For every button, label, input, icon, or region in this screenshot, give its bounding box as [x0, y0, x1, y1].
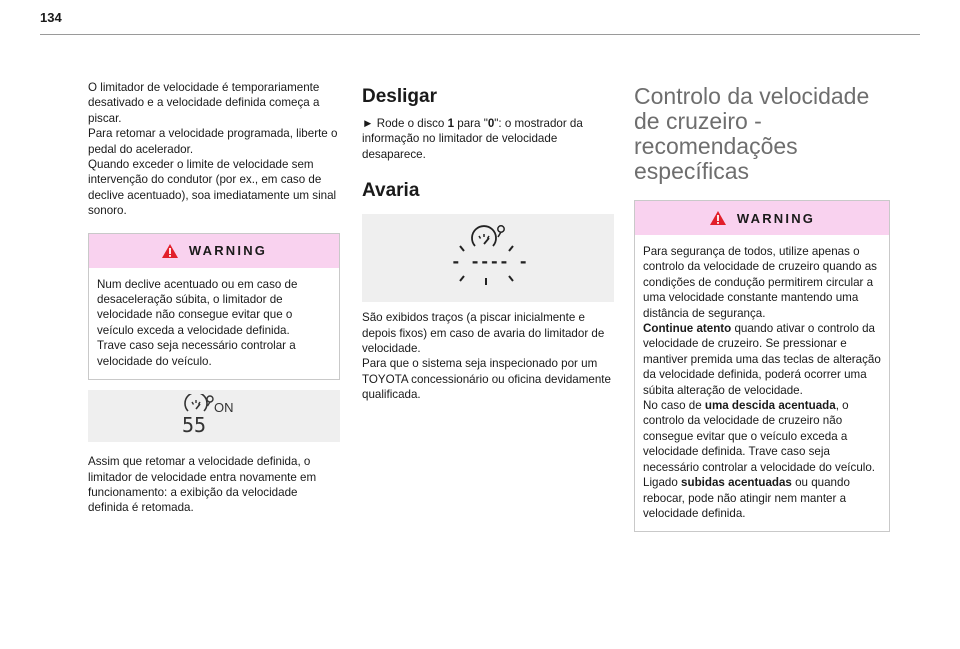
fault-dashes: - ---- - — [451, 252, 529, 272]
warning-paragraph — [643, 321, 881, 398]
warning-paragraph: Trave caso seja necessário controlar a velocidade do veículo. — [97, 339, 296, 368]
warning-paragraph — [643, 475, 881, 521]
section-title-avaria: Avaria — [362, 180, 420, 202]
warning-body — [635, 235, 889, 531]
intro-paragraph: O limitador de velocidade é temporariamente desativado e a velocidade definida começa a piscar. — [88, 81, 320, 125]
desligar-text: Rode o disco — [373, 117, 448, 130]
avaria-paragraph: Para que o sistema seja inspecionado por um TOYOTA concessionário ou oficina devidamente qualificada. — [362, 357, 611, 402]
desligar-bold: 1 — [447, 117, 455, 130]
warning-paragraph: Num declive acentuado ou em caso de desaceleração súbita, o limitador de velocidade não consegue evitar que o veículo exceda a velocidade definida. — [97, 277, 298, 337]
desligar-paragraph — [362, 116, 614, 162]
avaria-paragraph: São exibidos traços (a piscar inicialmente e depois fixos) em caso de avaria do limitador de velocidade. — [362, 311, 605, 356]
section-title-desligar: Desligar — [362, 86, 437, 107]
warning-body — [89, 268, 339, 379]
warning-text: quando ativar o controlo da velocidade de cruzeiro. Se pressionar e mantiver premida uma das teclas de alteração da velocidade definida, poderá ocorrer uma súbita alteração de velocidade. — [643, 322, 881, 397]
warning-text: No caso de — [643, 399, 705, 413]
warning-bold: Continue atento — [643, 322, 732, 336]
warning-title: WARNING — [188, 243, 268, 259]
speed-limiter-fault-icon — [443, 218, 533, 298]
warning-title: WARNING — [736, 210, 816, 226]
warning-paragraph — [643, 398, 881, 475]
speed-limiter-icon — [174, 394, 254, 438]
page-number: 134 — [40, 10, 62, 25]
over-limit-paragraph: Quando exceder o limite de velocidade sem intervenção do condutor (por ex., em caso de declive acentuado), soa imediatamente um sinal sonoro. — [88, 158, 337, 218]
bullet-arrow-icon: ► — [362, 117, 374, 130]
warning-bold: uma descida acentuada — [704, 399, 836, 413]
warning-header — [89, 234, 339, 268]
after-illustration-paragraph: Assim que retomar a velocidade definida, o limitador de velocidade entra novamente em funcionamento: a exibição da velocidade definida é retomada. — [88, 455, 317, 515]
warning-header — [635, 201, 889, 235]
warning-text: Ligado — [643, 476, 682, 490]
warning-triangle-icon — [161, 243, 179, 259]
column-left — [88, 80, 340, 516]
warning-box-limiter — [88, 233, 340, 380]
limiter-on-illustration — [88, 390, 340, 442]
column-right — [634, 80, 890, 532]
warning-triangle-icon — [709, 210, 727, 226]
warning-text: , o controlo da velocidade de cruzeiro não consegue evitar que o veículo exceda a velocidade definida. Trave caso seja necessário controlar a velocidade do veículo. — [643, 399, 876, 474]
desligar-bold: 0 — [487, 117, 495, 130]
fault-illustration — [362, 214, 614, 302]
warning-text: ou quando rebocar, pode não atingir nem manter a velocidade definida. — [643, 476, 850, 520]
desligar-text: ": o mostrador da informação no limitador de velocidade desaparece. — [362, 117, 583, 161]
column-middle — [362, 80, 614, 403]
warning-box-cruise — [634, 200, 890, 532]
desligar-text: para " — [454, 117, 488, 130]
limiter-on-label: ON — [214, 400, 234, 416]
header-divider — [40, 34, 920, 35]
warning-paragraph: Para segurança de todos, utilize apenas o controlo da velocidade de cruzeiro quando as condições de condução permitirem circular a uma velocidade constante mantendo uma distância de segurança. — [643, 245, 877, 320]
cruise-control-title: Controlo da velocidade de cruzeiro - recomendações específicas — [634, 83, 870, 184]
limiter-speed-digits: 55 — [182, 413, 207, 438]
warning-bold: subidas acentuadas — [681, 476, 792, 490]
resume-paragraph: Para retomar a velocidade programada, liberte o pedal do acelerador. — [88, 127, 338, 156]
